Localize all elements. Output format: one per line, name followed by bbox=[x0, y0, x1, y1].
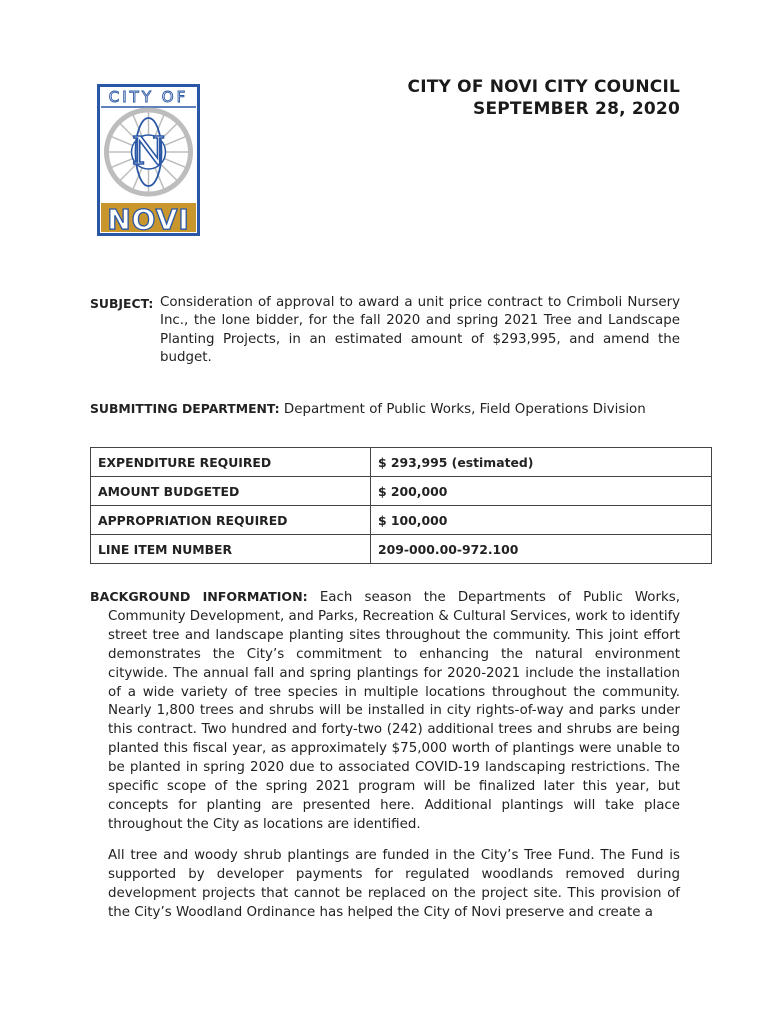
subject-label: SUBJECT: bbox=[90, 296, 154, 311]
table-cell-label: AMOUNT BUDGETED bbox=[91, 477, 371, 506]
city-of-novi-logo bbox=[97, 84, 200, 236]
logo-bottom-text: NOVI bbox=[107, 203, 190, 236]
submitting-department bbox=[90, 401, 646, 417]
table-cell-value: $ 100,000 bbox=[371, 506, 712, 535]
header-title: CITY OF NOVI CITY COUNCIL bbox=[407, 77, 680, 97]
table-row bbox=[91, 448, 712, 477]
city-seal-icon bbox=[97, 84, 200, 236]
background-section bbox=[90, 588, 680, 922]
table-row bbox=[91, 506, 712, 535]
table-row bbox=[91, 477, 712, 506]
background-paragraph-1 bbox=[90, 588, 680, 835]
financial-table bbox=[90, 447, 712, 564]
background-label: BACKGROUND INFORMATION: bbox=[90, 589, 308, 604]
logo-center-letter: N bbox=[131, 129, 166, 173]
document-header bbox=[408, 76, 680, 120]
background-paragraph-2 bbox=[90, 847, 680, 923]
background-text-1: Each season the Departments of Public Works, Community Development, and Parks, Recreation & Cultural Services, work to identify street tree and landscape planting sites throughout the community. This joint effort demonstrates the City’s commitment to enhancing the natural environment citywide. The annual fall and spring plantings for 2020-2021 include the installation of a wide variety of tree species in multiple locations throughout the community. Nearly 1,800 trees and shrubs will be installed in city rights-of-way and parks under this contract. Two hundred and forty-two (242) additional trees and shrubs are being planted this fiscal year, as approximately $75,000 worth of plantings were unable to be planted in spring 2020 due to associated COVID-19 landscaping restrictions. The specific scope of the spring 2021 program will be finalized later this year, but concepts for planting are presented here. Additional plantings will take place throughout the City as locations are identified. bbox=[108, 590, 680, 832]
logo-top-text: CITY OF bbox=[108, 88, 189, 106]
subject-section bbox=[90, 294, 680, 367]
table-row bbox=[91, 535, 712, 564]
background-text-2: All tree and woody shrub plantings are funded in the City’s Tree Fund. The Fund is supported by developer payments for regulated woodlands removed during development projects that cannot be replaced on the project site. This provision of the City’s Woodland Ordinance has helped the City of Novi preserve and create a bbox=[108, 847, 680, 920]
table-cell-value: 209-000.00-972.100 bbox=[371, 535, 712, 564]
header-date: SEPTEMBER 28, 2020 bbox=[473, 99, 680, 119]
table-cell-label: EXPENDITURE REQUIRED bbox=[91, 448, 371, 477]
department-label: SUBMITTING DEPARTMENT: bbox=[90, 401, 280, 416]
subject-text: Consideration of approval to award a unit price contract to Crimboli Nursery Inc., the lone bidder, for the fall 2020 and spring 2021 Tree and Landscape Planting Projects, in an estimated amount of $293,995, and amend the budget. bbox=[160, 295, 680, 365]
table-cell-value: $ 200,000 bbox=[371, 477, 712, 506]
table-cell-label: LINE ITEM NUMBER bbox=[91, 535, 371, 564]
department-value: Department of Public Works, Field Operations Division bbox=[283, 402, 646, 417]
table-cell-value: $ 293,995 (estimated) bbox=[371, 448, 712, 477]
table-cell-label: APPROPRIATION REQUIRED bbox=[91, 506, 371, 535]
